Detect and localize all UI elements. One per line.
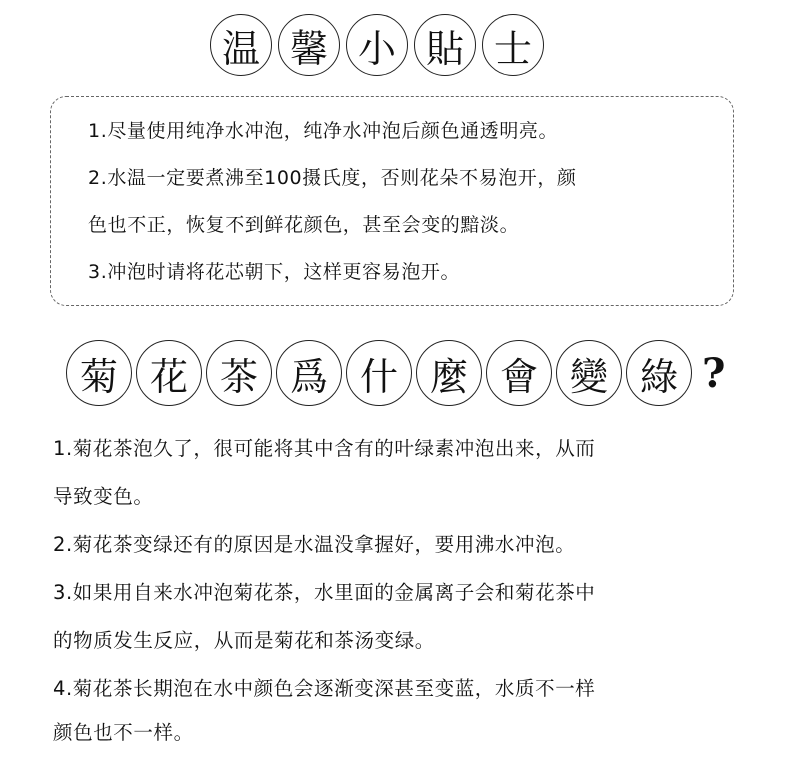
answer-line: 1.菊花茶泡久了，很可能将其中含有的叶绿素冲泡出来，从而 xyxy=(53,437,596,460)
answer-line: 的物质发生反应，从而是菊花和茶汤变绿。 xyxy=(53,629,435,652)
tip-line: 3.冲泡时请将花芯朝下，这样更容易泡开。 xyxy=(88,261,461,283)
question-title xyxy=(66,340,725,406)
title-char: 什 xyxy=(346,340,412,406)
answer-line: 3.如果用自来水冲泡菊花茶，水里面的金属离子会和菊花茶中 xyxy=(53,581,596,604)
title-char: 爲 xyxy=(276,340,342,406)
answer-line: 导致变色。 xyxy=(53,485,154,508)
question-mark: ? xyxy=(702,349,726,397)
title-char: 温 xyxy=(210,14,272,76)
tip-line: 色也不正，恢复不到鲜花颜色，甚至会变的黯淡。 xyxy=(88,214,520,236)
title-char: 士 xyxy=(482,14,544,76)
answer-line: 4.菊花茶长期泡在水中颜色会逐渐变深甚至变蓝，水质不一样 xyxy=(53,677,596,700)
tip-line: 2.水温一定要煮沸至100摄氏度，否则花朵不易泡开，颜 xyxy=(88,167,577,189)
title-char: 麼 xyxy=(416,340,482,406)
title-char: 菊 xyxy=(66,340,132,406)
title-char: 馨 xyxy=(278,14,340,76)
title-char: 花 xyxy=(136,340,202,406)
tip-line: 1.尽量使用纯净水冲泡，纯净水冲泡后颜色通透明亮。 xyxy=(88,120,559,142)
title-char: 小 xyxy=(346,14,408,76)
title-char: 綠 xyxy=(626,340,692,406)
title-char: 貼 xyxy=(414,14,476,76)
answer-line: 颜色也不一样。 xyxy=(53,721,194,744)
tips-title xyxy=(210,14,544,76)
answer-line: 2.菊花茶变绿还有的原因是水温没拿握好，要用沸水冲泡。 xyxy=(53,533,576,556)
title-char: 茶 xyxy=(206,340,272,406)
title-char: 會 xyxy=(486,340,552,406)
title-char: 變 xyxy=(556,340,622,406)
